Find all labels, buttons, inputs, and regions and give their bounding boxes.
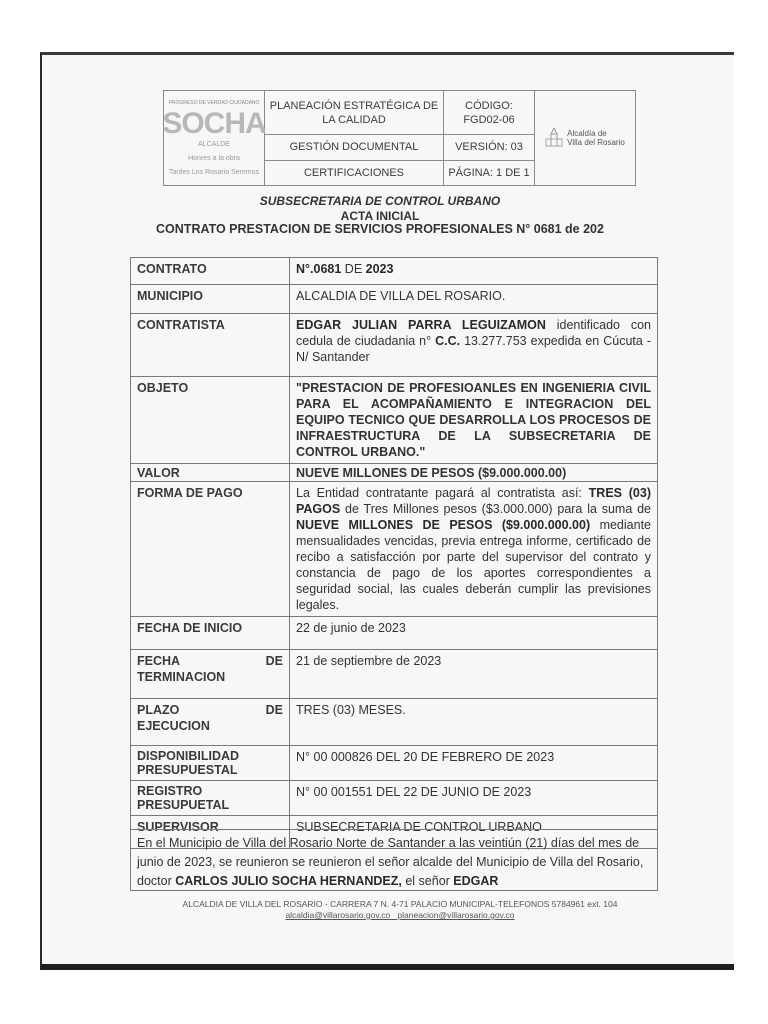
header-code: CÓDIGO: FGD02-06 [444,91,535,135]
forma-pago-value: La Entidad contratante pagará al contratista así: TRES (03) PAGOS de Tres Millones pesos ($3.000.000) para la suma de NUEVE MILLONES DE PESOS ($9.000.000.00) mediante mensualidades vencidas, previa entrega informe, certificado de recibo a satisfacción por parte del supervisor del contrato y constancia de pago de los aportes correspondientes a seguridad social, las cuales deberán cumplir las previsiones legales. [290,482,658,617]
fecha-terminacion-value: 21 de septiembre de 2023 [290,650,658,699]
contract-title: CONTRATO PRESTACION DE SERVICIOS PROFESIONALES N° 0681 de 202 [156,222,604,236]
header-title-2: GESTIÓN DOCUMENTAL [265,135,444,160]
supervisor-value: SUBSECRETARIA DE CONTROL URBANO [290,816,658,849]
fecha-inicio-value: 22 de junio de 2023 [290,617,658,650]
objeto-label: OBJETO [131,377,290,464]
table-row [131,650,658,699]
alcaldia-logo-line1: Alcaldía de [567,129,607,138]
header-page: PÁGINA: 1 DE 1 [444,160,535,185]
logo-small-text: PROGRESO DE VERDAD CIUDADANO [168,100,260,106]
document-header [163,90,636,186]
table-row [131,699,658,746]
logo-sub-text-3: Tardes Los Rosario Seremos [168,169,260,176]
church-icon [545,128,563,148]
table-row [131,482,658,617]
table-row [131,285,658,314]
forma-pago-label: FORMA DE PAGO [131,482,290,617]
table-row [131,258,658,285]
contrato-label: CONTRATO [131,258,290,285]
logo-sub-text-2: Honres a la obra [188,155,240,162]
municipio-label: MUNICIPIO [131,285,290,314]
plazo-value: TRES (03) MESES. [290,699,658,746]
narrative-paragraph: En el Municipio de Villa del Rosario Norte de Santander a las veintiún (21) días del mes de junio de 2023, se reunieron se reunieron el señor alcalde del Municipio de Villa del Rosario, doctor CARLOS JULIO SOCHA HERNANDEZ, el señor EDGAR [130,829,658,891]
table-row [131,617,658,650]
subsecretaria-title: SUBSECRETARIA DE CONTROL URBANO [259,194,501,208]
registro-value: N° 00 001551 DEL 22 DE JUNIO DE 2023 [290,781,658,816]
footer-email-planeacion[interactable]: planeacion@villarosario.gov.co [397,910,515,920]
supervisor-label: SUPERVISOR [131,816,290,849]
logo-sub-text-1: ALCALDE [198,141,230,148]
disponibilidad-value: N° 00 000826 DEL 20 DE FEBRERO DE 2023 [290,746,658,781]
acta-title: ACTA INICIAL [340,209,420,223]
fecha-terminacion-label: FECHA DE TERMINACION [131,650,290,699]
table-row [131,314,658,377]
contrato-value: N°.0681 DE 2023 [290,258,658,285]
disponibilidad-label: DISPONIBILIDAD PRESUPUESTAL [131,746,290,781]
registro-label: REGISTRO PRESUPUETAL [131,781,290,816]
socha-logo [164,91,265,186]
valor-label: VALOR [131,464,290,482]
municipio-value: ALCALDIA DE VILLA DEL ROSARIO. [290,285,658,314]
table-row [131,377,658,464]
alcaldia-logo [535,91,636,186]
objeto-value: "PRESTACION DE PROFESIOANLES EN INGENIERIA CIVIL PARA EL ACOMPAÑAMIENTO E INTEGRACION DEL EQUIPO TECNICO QUE DESARROLLA LOS PROCESOS DE INFRAESTRUCTURA DE LA SUBSECRETARIA DE CONTROL URBANO." [290,377,658,464]
table-row [131,464,658,482]
footer-address: ALCALDIA DE VILLA DEL ROSARIO - CARRERA 7 N. 4-71 PALACIO MUNICIPAL-TELEFONOS 5784961 ext. 104 [182,899,618,909]
header-title-3: CERTIFICACIONES [265,160,444,185]
fecha-inicio-label: FECHA DE INICIO [131,617,290,650]
contratista-label: CONTRATISTA [131,314,290,377]
footer-email-alcaldia[interactable]: alcaldia@villarosario.gov.co [285,910,391,920]
valor-value: NUEVE MILLONES DE PESOS ($9.000.000.00) [290,464,658,482]
header-version: VERSIÓN: 03 [444,135,535,160]
page-footer [150,899,650,921]
contratista-value: EDGAR JULIAN PARRA LEGUIZAMON identificado con cedula de ciudadania n° C.C. 13.277.753 expedida en Cúcuta - N/ Santander [290,314,658,377]
logo-main-text: SOCHA [162,107,266,140]
table-row [131,746,658,781]
contract-table [130,257,658,849]
alcaldia-logo-line2: Villa del Rosario [567,138,625,147]
plazo-label: PLAZO DE EJECUCION [131,699,290,746]
table-row [131,781,658,816]
header-title-1: PLANEACIÓN ESTRATÉGICA DE LA CALIDAD [265,91,444,135]
